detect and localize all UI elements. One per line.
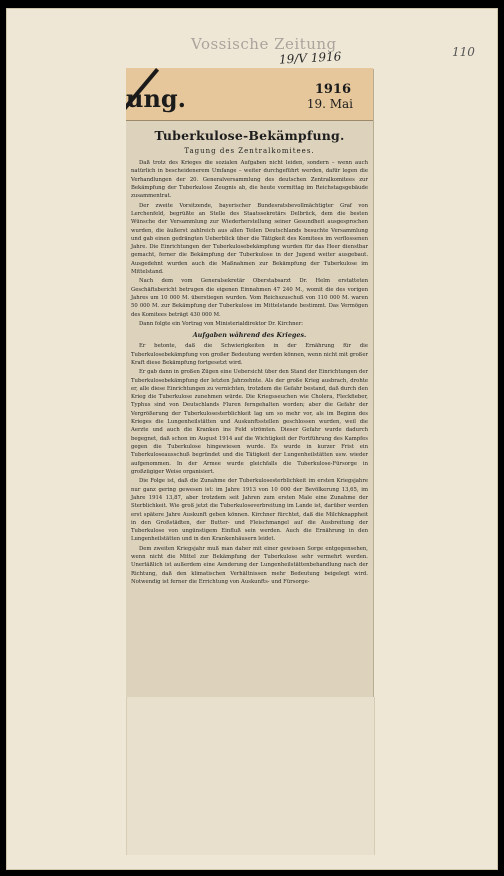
article-paragraph: Nach dem vom Generalsekretär Oberstabsarzt Dr. Helm erstatteten Geschäftsbericht betrugen die eigenen Einnahmen 47 240 M., womit die des vorigen Jahres um 10 000 M. überstiegen wurden. Vom Reichszuschuß von 110 000 M. waren 50 000 M. zur Bekämpfung der Tuberkulose im Mittelstande bestimmt. Das Vermögen des Komitees beträgt 430 000 M.: [131, 278, 368, 318]
article-title: Tuberkulose-Bekämpfung.: [154, 128, 345, 143]
article-paragraph: Dann folgte ein Vortrag von Ministerialdirektor Dr. Kirchner:: [139, 320, 304, 327]
newspaper-stamp: Vossische Zeitung: [191, 35, 337, 53]
article-paragraph: Daß trotz des Krieges die sozialen Aufgaben nicht leiden, sondern – wenn auch natürlich in bescheidenerem Umfange – weiter durchgeführt werden, dafür legen die Verhandlungen der 20. Generalversammlung des deutschen Zentralkomitees zur Bekämpfung der Tuberkulose Zeugnis ab, die heute vormittag im Reichstagsgebäude zusammentrat.: [131, 160, 368, 200]
section-heading: Aufgaben während des Krieges.: [192, 331, 307, 340]
masthead-date: 19. Mai: [306, 97, 353, 111]
handwritten-date: 19/V 1916: [278, 49, 342, 67]
newspaper-clipping: [126, 68, 373, 697]
masthead-year: 1916: [314, 82, 351, 97]
article-paragraph: Die Folge ist, daß die Zunahme der Tuberkulosesterblichkeit im ersten Kriegsjahre nur ganz gering gewesen ist: im Jahre 1913 von 10 000 der Bevölkerung 13,65, im Jahre 1914 13,87, aber trotzdem seit Jahren zum ersten Male eine Zunahme der Sterblichkeit. Wie groß jetzt die Tuberkuloseverbreitung im Lande ist, darüber werden erst spätere Jahre Auskunft geben können. Kirchner fürchtet, daß die Milchknappheit in den Großstädten, der Butter- und Fleischmangel auf die Ausbreitung der Tuberkulose von ungünstigem Einfluß sein werden. Auch die Ernährung in den Lungenheilstätten und in den Krankenhäusern leidet.: [131, 478, 368, 543]
masthead: [126, 68, 373, 121]
backing-paper-strip: [126, 697, 375, 855]
article-subtitle: Tagung des Zentralkomitees.: [184, 147, 315, 155]
article: [126, 124, 373, 587]
article-paragraph: Der zweite Vorsitzende, bayerischer Bundesratsbevollmächtigter Graf von Lerchenfeld, begrüßte an Stelle des Staatssekretärs Delbrück, dem die besten Wünsche der Versammlung zur Wiederherstellung seiner Gesundheit ausgesprochen wurden, die äußerst zahlreich aus allen Teilen Deutschlands besuchte Versammlung und gab einen gedrängten Ueberblick über die Tätigkeit des Komitees im verflossenen Jahre. Die Einrichtungen der Tuberkulosebekämpfung wurden für das Heer dienstbar gemacht, ferner die Bekämpfung der Tuberkulose in der Jugend weiter ausgebaut. Ausgedehnt wurden auch die Maßnahmen zur Bekämpfung der Tuberkulose im Mittelstand.: [131, 202, 368, 276]
article-paragraph: Er gab dann in großen Zügen eine Uebersicht über den Stand der Einrichtungen der Tuberkulosebekämpfung der letzten Jahrzehnte. Als der große Krieg ausbrach, drohte er, alle diese Einrichtungen zu vernichten, trotzdem die Gefahr bestand, daß durch den Krieg die Tuberkulose zunehmen würde. Die Kriegsseuchen wie Cholera, Fleckfieber, Typhus sind von Deutschlands Fluren ferngehalten worden; aber die Gefahr der Vergrößerung der Tuberkulosesterblichkeit lag um so mehr vor, als im Beginn des Krieges die Lungenheilstätten und Auskunftsstellen geschlossen wurden, weil die Aerzte und auch die Kranken ins Feld strömten. Dieser Gefahr wurde dadurch begegnet, daß schon im August 1914 auf die Wichtigkeit der Fortführung des Kampfes gegen die Tuberkulose hingewiesen wurde. Es wurde in kurzer Frist ein Tuberkuloseausschuß begründet und die Tätigkeit der Lungenheilstätten usw. wieder aufgenommen. In der Armee wurde gleichfalls die Tuberkulose-Fürsorge in großzügiger Weise organisiert.: [131, 369, 368, 475]
page-number: 110: [452, 45, 475, 59]
masthead-fragment: ung.: [126, 84, 187, 113]
article-paragraph: Dem zweiten Kriegsjahr muß man daher mit einer gewissen Sorge entgegensehen, wenn nicht die Mittel zur Bekämpfung der Tuberkulose sehr vermehrt werden. Unerläßlich ist außerdem eine Aenderung der Lungenheilstättenbehandlung nach der Richtung, daß den klimatischen Verhältnissen mehr Bedeutung beigelegt wird. Notwendig ist ferner die Errichtung von Auskunfts- und Fürsorge-: [131, 545, 368, 585]
article-paragraph: Er betonte, daß die Schwierigkeiten in der Ernährung für die Tuberkulosebekämpfung von großer Bedeutung werden können, wenn nicht mit großer Kraft diese Bekämpfung fortgesetzt wird.: [131, 343, 368, 366]
